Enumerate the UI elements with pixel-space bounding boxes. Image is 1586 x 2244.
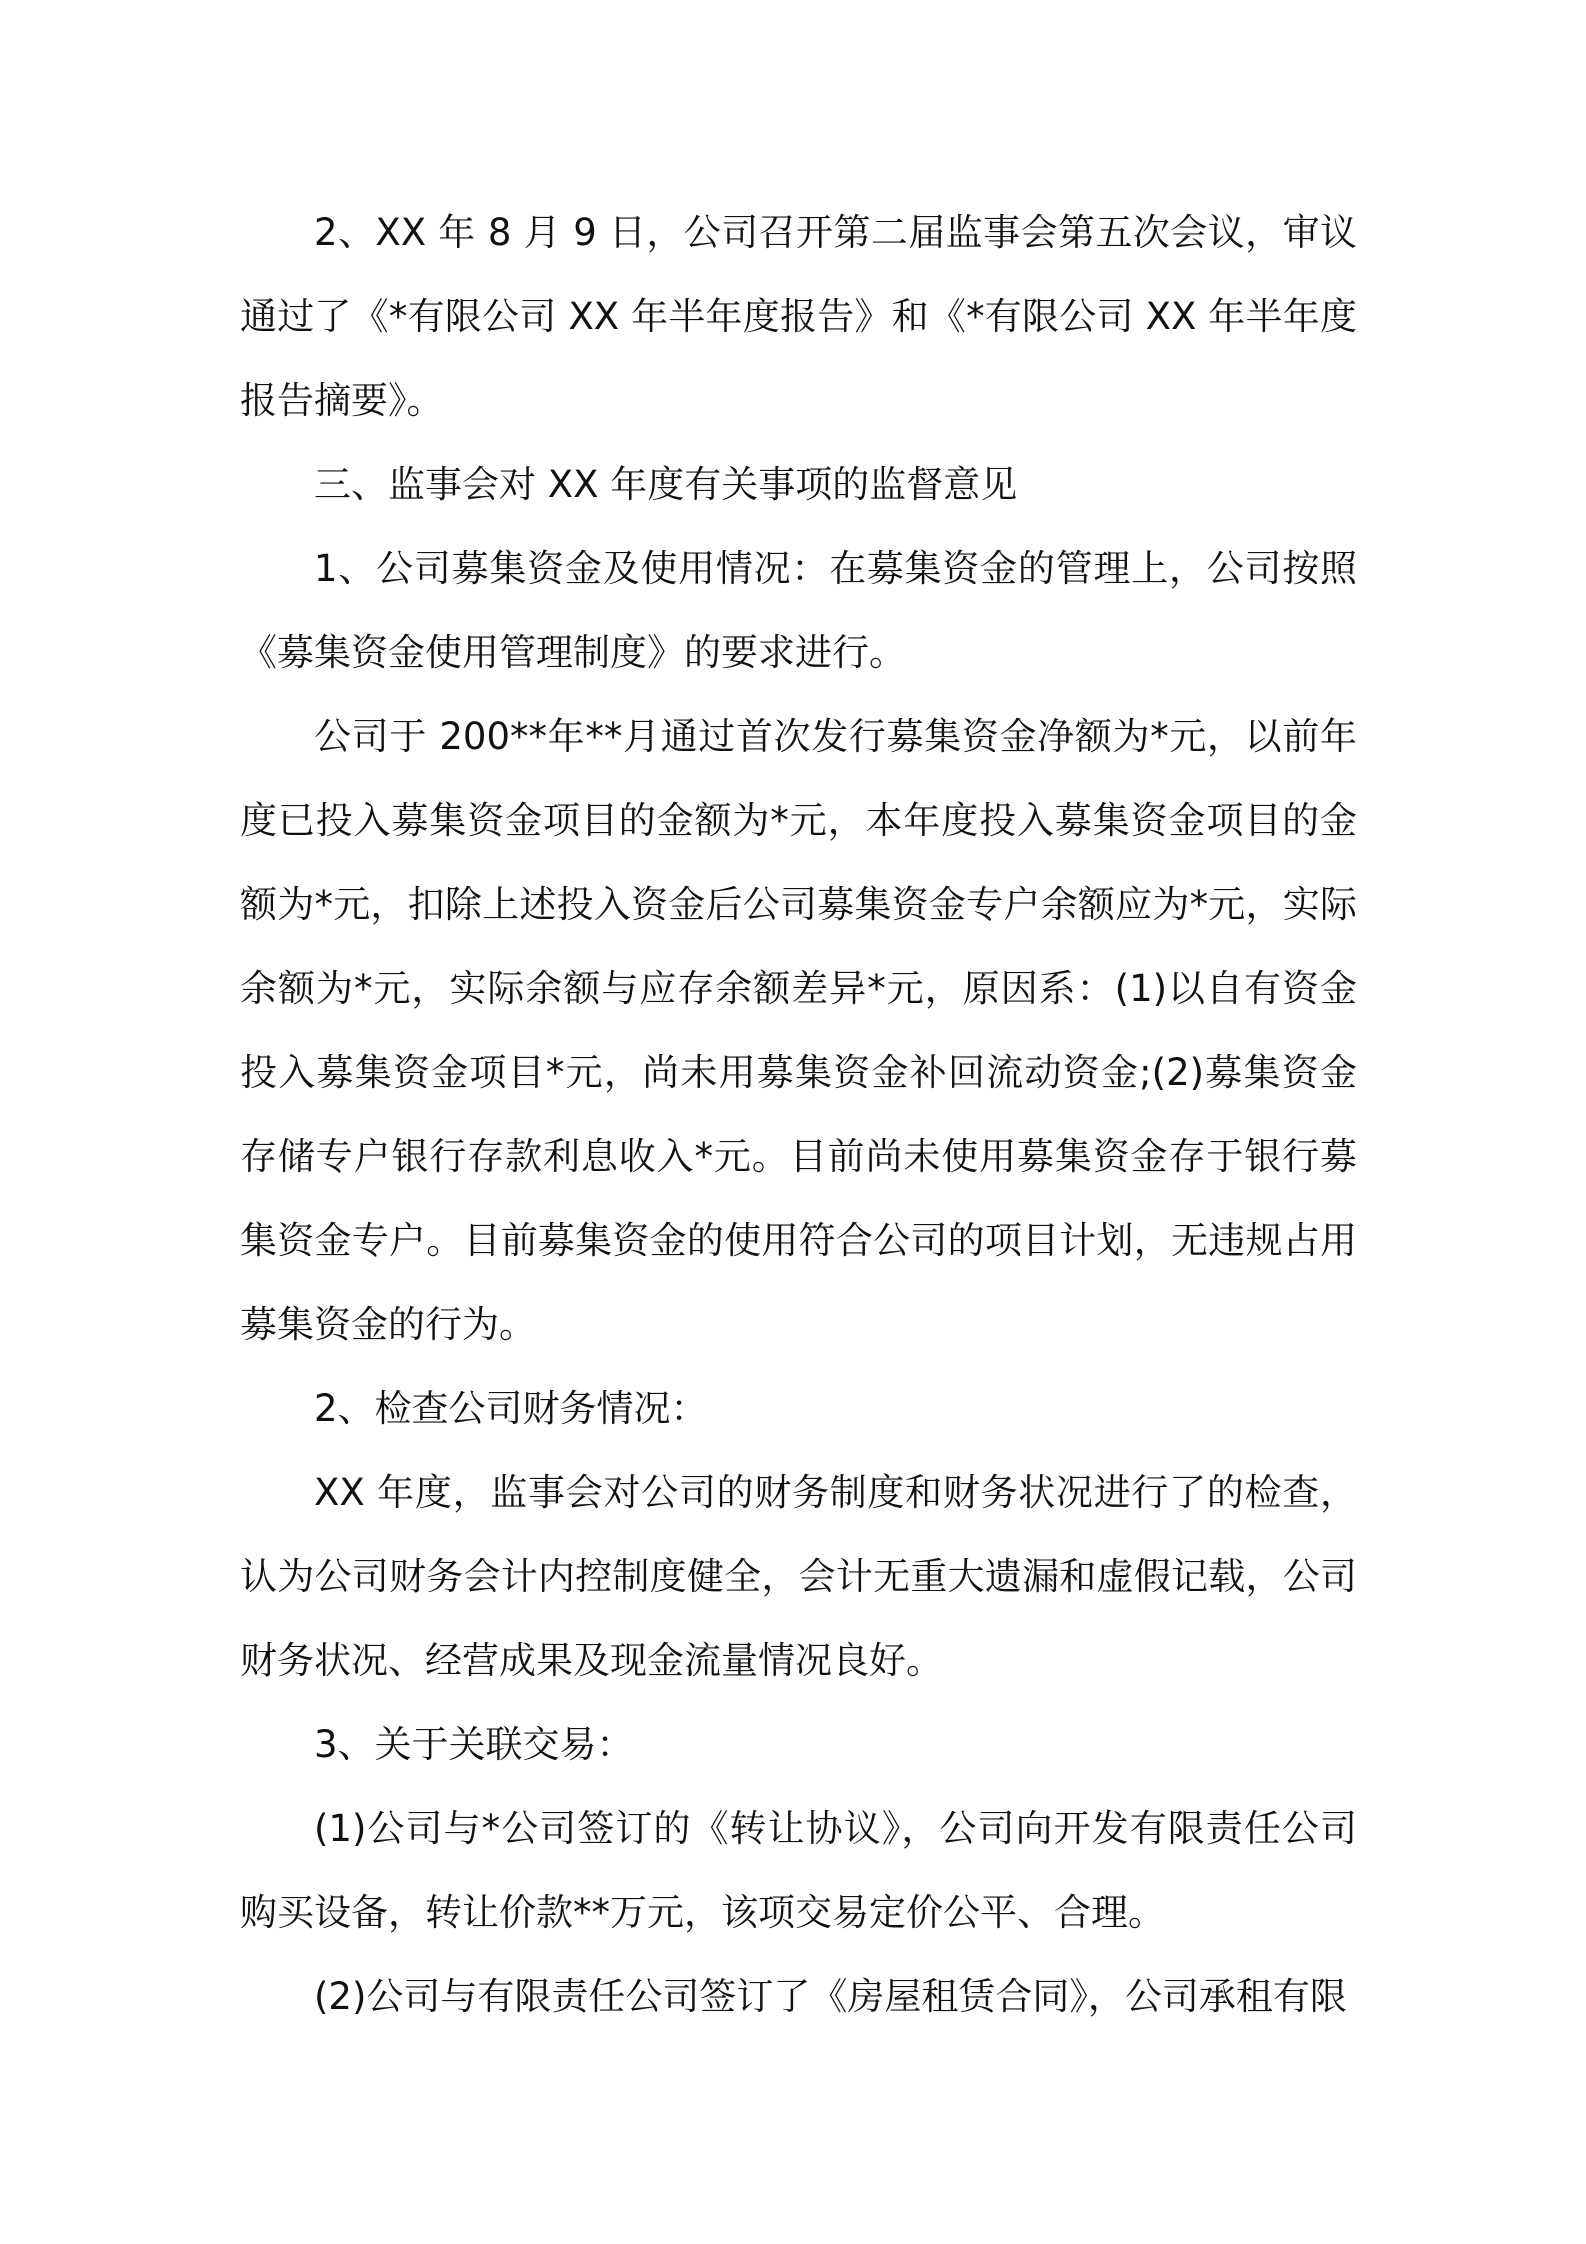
paragraph-financial-inspection: XX 年度，监事会对公司的财务制度和财务状况进行了的检查，认为公司财务会计内控制度健全，会计无重大遗漏和虚假记载，公司财务状况、经营成果及现金流量情况良好。	[240, 1471, 1357, 1682]
section-heading-supervisory-opinion: 三、监事会对 XX 年度有关事项的监督意见	[314, 463, 1018, 506]
paragraph-raised-funds-management: 1、公司募集资金及使用情况：在募集资金的管理上，公司按照《募集资金使用管理制度》的要求进行。	[240, 547, 1357, 674]
document-body	[240, 191, 1357, 2039]
subheading-related-transactions: 3、关于关联交易：	[314, 1723, 634, 1766]
paragraph-lease-contract: (2)公司与有限责任公司签订了《房屋租赁合同》，公司承租有限	[314, 1975, 1347, 2018]
subheading-financial-inspection: 2、检查公司财务情况：	[314, 1387, 708, 1430]
paragraph-transfer-agreement: (1)公司与*公司签订的《转让协议》，公司向开发有限责任公司购买设备，转让价款**万元，该项交易定价公平、合理。	[240, 1807, 1357, 1934]
paragraph-meeting-report: 2、XX 年 8 月 9 日，公司召开第二届监事会第五次会议，审议通过了《*有限公司 XX 年半年度报告》和《*有限公司 XX 年半年度报告摘要》。	[240, 211, 1357, 422]
paragraph-raised-funds-details: 公司于 200**年**月通过首次发行募集资金净额为*元，以前年度已投入募集资金项目的金额为*元，本年度投入募集资金项目的金额为*元，扣除上述投入资金后公司募集资金专户余额应为*元，实际余额为*元，实际余额与应存余额差异*元，原因系：(1)以自有资金投入募集资金项目*元，尚未用募集资金补回流动资金;(2)募集资金存储专户银行存款利息收入*元。目前尚未使用募集资金存于银行募集资金专户。目前募集资金的使用符合公司的项目计划，无违规占用募集资金的行为。	[240, 715, 1357, 1346]
